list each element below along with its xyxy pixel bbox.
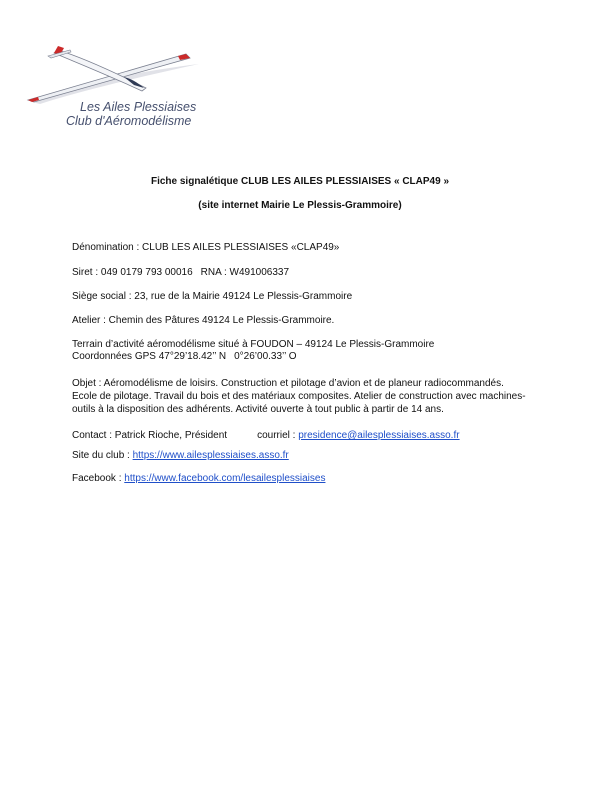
website-link[interactable]: https://www.ailesplessiaises.asso.fr <box>132 450 289 461</box>
objet-line-3: outils à la disposition des adhérents. Activité ouverte à tout public à partir de 14 ans. <box>72 404 444 415</box>
atelier-line: Atelier : Chemin des Pâtures 49124 Le Plessis-Grammoire. <box>72 315 335 326</box>
document-title: Fiche signalétique CLUB LES AILES PLESSIAISES « CLAP49 » <box>150 176 450 187</box>
glider-icon <box>24 44 204 104</box>
contact-text: Contact : Patrick Rioche, Président <box>72 430 228 441</box>
gps-line <box>72 350 297 363</box>
document-subtitle: (site internet Mairie Le Plessis-Grammoire) <box>198 200 402 211</box>
facebook-label: Facebook : <box>72 473 122 484</box>
logo-title: Les Ailes Plessiaises <box>80 100 197 114</box>
email-link[interactable]: presidence@ailesplessiaises.asso.fr <box>298 430 460 441</box>
courriel-label: courriel : <box>257 430 296 441</box>
rna-text: RNA : W491006337 <box>200 267 290 278</box>
denomination-line: Dénomination : CLUB LES AILES PLESSIAISES «CLAP49» <box>72 242 340 253</box>
club-logo <box>24 44 204 134</box>
siege-line: Siège social : 23, rue de la Mairie 49124 Le Plessis-Grammoire <box>72 291 353 302</box>
logo-subtitle: Club d'Aéromodélisme <box>66 114 192 128</box>
contact-line <box>72 429 460 442</box>
siret-line <box>72 266 289 279</box>
site-line <box>72 449 289 462</box>
terrain-line: Terrain d’activité aéromodélisme situé à FOUDON – 49124 Le Plessis-Grammoire <box>72 339 435 350</box>
gps-latitude: Coordonnées GPS 47°29’18.42’’ N <box>72 351 227 362</box>
objet-line-1: Objet : Aéromodélisme de loisirs. Construction et pilotage d’avion et de planeur radiocommandés. <box>72 378 504 389</box>
facebook-link[interactable]: https://www.facebook.com/lesailesplessiaises <box>124 473 326 484</box>
objet-line-2: Ecole de pilotage. Travail du bois et des matériaux composites. Atelier de construction avec machines- <box>72 391 526 402</box>
facebook-line <box>72 472 325 485</box>
site-label: Site du club : <box>72 450 130 461</box>
gps-longitude: 0°26’00.33’’ O <box>234 351 297 362</box>
siret-text: Siret : 049 0179 793 00016 <box>72 267 193 278</box>
